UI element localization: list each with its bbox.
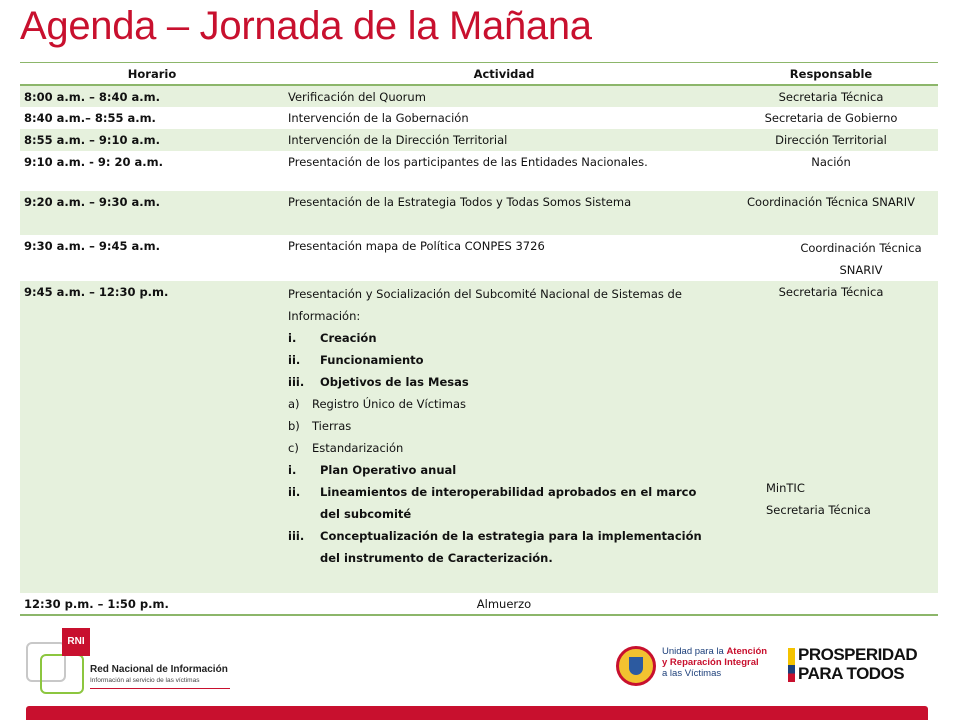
list-item bbox=[288, 459, 720, 481]
colombia-shield-icon bbox=[616, 646, 656, 686]
row-responsible: Coordinación Técnica SNARIV bbox=[724, 235, 938, 281]
list-item-number: b) bbox=[288, 419, 300, 433]
list-item-number: a) bbox=[288, 397, 300, 411]
row-time: 9:20 a.m. – 9:30 a.m. bbox=[20, 191, 284, 235]
row-time: 8:55 a.m. – 9:10 a.m. bbox=[20, 129, 284, 151]
unidad-line-1a: Unidad para la bbox=[662, 646, 727, 657]
agenda-table bbox=[20, 62, 938, 616]
list-item-text: Plan Operativo anual bbox=[320, 463, 457, 477]
row-activity bbox=[284, 281, 724, 593]
list-item-text: Lineamientos de interoperabilidad aprobados en el marco del subcomité bbox=[320, 485, 697, 521]
list-item-text: Tierras bbox=[312, 419, 352, 433]
row-activity: Intervención de la Dirección Territorial bbox=[284, 129, 724, 151]
list-item-number: iii. bbox=[288, 529, 305, 543]
rni-tagline: Información al servicio de las víctimas bbox=[90, 677, 200, 684]
list-item-number: i. bbox=[288, 463, 297, 477]
list-item-number: ii. bbox=[288, 353, 301, 367]
header-activity: Actividad bbox=[284, 63, 724, 86]
table-row bbox=[20, 85, 938, 107]
unidad-line-1 bbox=[662, 646, 767, 657]
unidad-line-3: a las Víctimas bbox=[662, 668, 722, 679]
table-row bbox=[20, 129, 938, 151]
list-item-text: Registro Único de Víctimas bbox=[312, 397, 466, 411]
rni-logo-square-green bbox=[40, 654, 84, 694]
rni-badge: RNI bbox=[62, 628, 90, 656]
row-time: 9:10 a.m. - 9: 20 a.m. bbox=[20, 151, 284, 191]
list-item bbox=[288, 393, 720, 415]
list-item-text: Funcionamiento bbox=[320, 353, 424, 367]
rni-name: Red Nacional de Información bbox=[90, 664, 228, 675]
list-item bbox=[288, 481, 720, 525]
row-responsible: Secretaria de Gobierno bbox=[724, 107, 938, 129]
prosperidad-logo bbox=[798, 645, 917, 683]
row-time: 8:40 a.m.– 8:55 a.m. bbox=[20, 107, 284, 129]
shield-inner bbox=[629, 657, 643, 675]
unidad-line-1b: Atención bbox=[726, 646, 768, 657]
table-row bbox=[20, 235, 938, 281]
list-item-number: i. bbox=[288, 331, 297, 345]
row-time: 9:30 a.m. – 9:45 a.m. bbox=[20, 235, 284, 281]
list-item-text: Estandarización bbox=[312, 441, 404, 455]
header-time: Horario bbox=[20, 63, 284, 86]
unidad-line-2: y Reparación Integral bbox=[662, 657, 759, 668]
row-activity: Presentación de la Estrategia Todos y Todas Somos Sistema bbox=[284, 191, 724, 235]
list-item-number: ii. bbox=[288, 485, 301, 499]
list-item bbox=[288, 415, 720, 437]
footer-red-bar bbox=[26, 706, 928, 720]
row-responsible: Secretaria Técnica bbox=[778, 285, 884, 299]
unidad-victimas-logo bbox=[662, 646, 767, 679]
row-responsible: Dirección Territorial bbox=[724, 129, 938, 151]
row-responsible bbox=[724, 593, 938, 615]
table-row bbox=[20, 107, 938, 129]
list-item-number: c) bbox=[288, 441, 299, 455]
list-item bbox=[288, 525, 720, 569]
footer bbox=[0, 616, 960, 720]
header-responsible: Responsable bbox=[724, 63, 938, 86]
list-item-text: Creación bbox=[320, 331, 377, 345]
list-item bbox=[288, 349, 720, 371]
row-responsible: Secretaria Técnica bbox=[724, 85, 938, 107]
row-activity: Intervención de la Gobernación bbox=[284, 107, 724, 129]
list-item bbox=[288, 327, 720, 349]
colombia-flag-bar bbox=[788, 648, 795, 682]
prosperidad-line-1: PROSPERIDAD bbox=[798, 645, 918, 664]
row-activity: Verificación del Quorum bbox=[284, 85, 724, 107]
table-row bbox=[20, 281, 938, 593]
row-activity: Presentación mapa de Política CONPES 3726 bbox=[284, 235, 724, 281]
list-item bbox=[288, 437, 720, 459]
row-activity: Presentación de los participantes de las Entidades Nacionales. bbox=[284, 151, 724, 191]
table-header-row bbox=[20, 63, 938, 86]
row-responsible: Nación bbox=[724, 151, 938, 191]
row-activity-intro: Presentación y Socialización del Subcomité Nacional de Sistemas de Información: bbox=[288, 287, 682, 323]
row-responsible-3: Secretaria Técnica bbox=[766, 503, 871, 517]
table-row bbox=[20, 191, 938, 235]
row-time: 9:45 a.m. – 12:30 p.m. bbox=[20, 281, 284, 593]
row-time: 12:30 p.m. – 1:50 p.m. bbox=[20, 593, 284, 615]
rni-underline bbox=[90, 688, 230, 689]
rni-logo bbox=[20, 624, 240, 704]
table-row bbox=[20, 593, 938, 615]
row-responsible-cell bbox=[724, 281, 938, 593]
prosperidad-line-2: PARA TODOS bbox=[798, 664, 905, 683]
row-time: 8:00 a.m. – 8:40 a.m. bbox=[20, 85, 284, 107]
list-item-text: Conceptualización de la estrategia para la implementación del instrumento de Caracterización. bbox=[320, 529, 702, 565]
page-title: Agenda – Jornada de la Mañana bbox=[20, 4, 592, 48]
table-row bbox=[20, 151, 938, 191]
row-responsible-2: MinTIC bbox=[766, 481, 805, 495]
list-item bbox=[288, 371, 720, 393]
list-item-number: iii. bbox=[288, 375, 305, 389]
list-item-text: Objetivos de las Mesas bbox=[320, 375, 469, 389]
row-responsible: Coordinación Técnica SNARIV bbox=[724, 191, 938, 235]
row-activity: Almuerzo bbox=[284, 593, 724, 615]
